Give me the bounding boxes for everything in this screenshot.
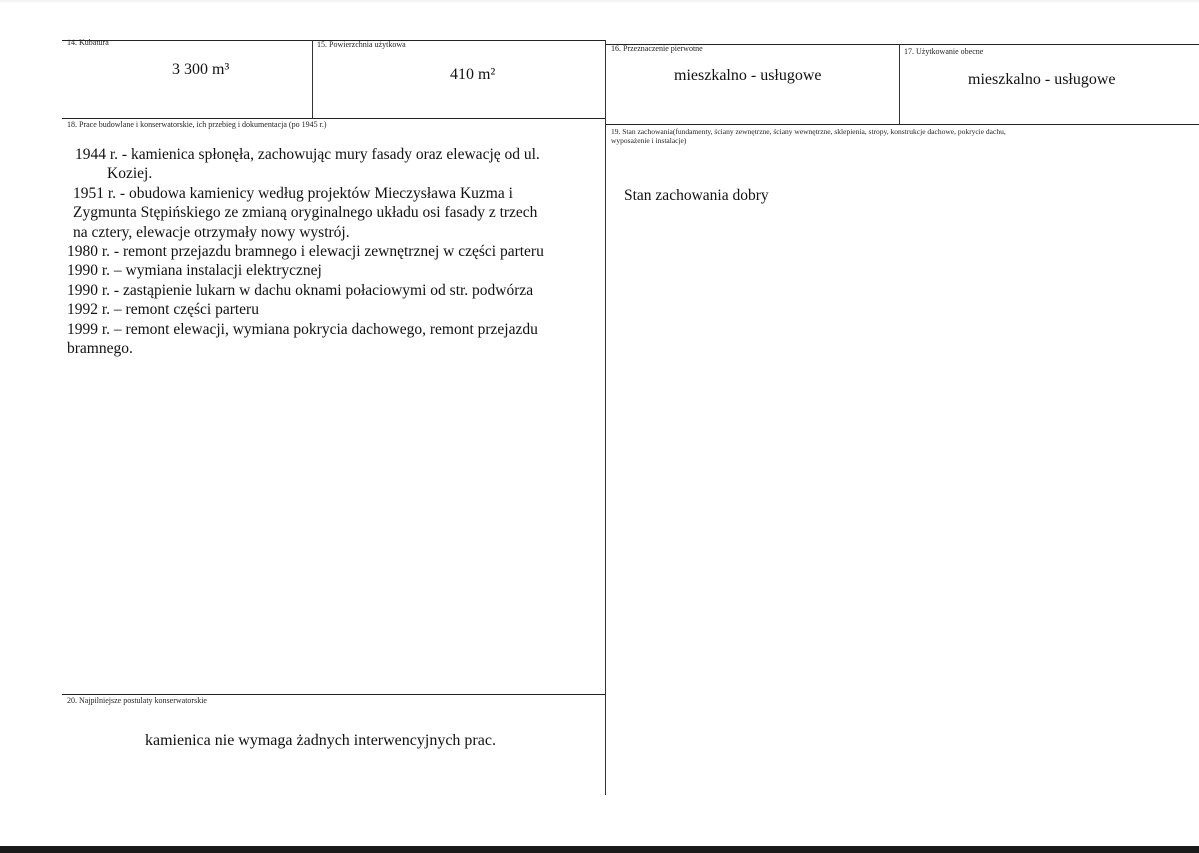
field-18-line: 1990 r. – wymiana instalacji elektrycznej xyxy=(67,262,322,280)
field-17-label: 17. Użytkowanie obecne xyxy=(904,47,984,56)
field-14-value: 3 300 m³ xyxy=(172,61,230,78)
field-17-value: mieszkalno - usługowe xyxy=(968,71,1116,88)
field-20-label: 20. Najpilniejsze postulaty konserwatorskie xyxy=(67,696,207,705)
field-20-value: kamienica nie wymaga żadnych interwencyjnych prac. xyxy=(145,732,496,749)
field-18-line: bramnego. xyxy=(67,340,133,358)
mid-row-rule-left xyxy=(62,118,606,119)
field-18-line: na cztery, elewacje otrzymały nowy wystrój. xyxy=(73,223,350,241)
field-18-line: 1944 r. - kamienica spłonęła, zachowując mury fasady oraz elewację od ul. xyxy=(75,146,540,163)
field-18-content xyxy=(67,145,544,358)
field-18-line: Zygmunta Stępińskiego ze zmianą oryginalnego układu osi fasady z trzech xyxy=(73,204,538,222)
scan-edge xyxy=(0,0,1199,3)
mid-row-rule-right xyxy=(606,124,1199,125)
divider-center xyxy=(605,40,606,795)
field-18-line: Koziej. xyxy=(107,165,153,183)
field-16-value: mieszkalno - usługowe xyxy=(674,67,822,84)
field-18-line: 1999 r. – remont elewacji, wymiana pokrycia dachowego, remont przejazdu xyxy=(67,320,538,338)
field-18-line: 1951 r. - obudowa kamienicy według projektów Mieczysława Kuzma i xyxy=(73,184,513,202)
field-18-line: 1980 r. - remont przejazdu bramnego i elewacji zewnętrznej w części parteru xyxy=(67,243,544,261)
field-19-label xyxy=(611,127,1006,145)
field-19-label-line2: wyposażenie i instalacje) xyxy=(611,136,687,145)
divider-14-15 xyxy=(312,40,313,118)
field-15-label: 15. Powierzchnia użytkowa xyxy=(317,40,406,49)
scan-bottom-edge xyxy=(0,846,1199,853)
field-19-value: Stan zachowania dobry xyxy=(624,187,769,204)
field-18-label: 18. Prace budowlane i konserwatorskie, ich przebieg i dokumentacja (po 1945 r.) xyxy=(67,120,327,129)
field-19-label-line1: 19. Stan zachowania(fundamenty, ściany zewnętrzne, ściany wewnętrzne, sklepienia, stropy, konstrukcje dachowe, pokrycie dachu, xyxy=(611,127,1006,136)
field-16-label: 16. Przeznaczenie pierwotne xyxy=(611,44,703,53)
field-18-line: 1990 r. - zastąpienie lukarn w dachu oknami połaciowymi od str. podwórza xyxy=(67,281,534,299)
field-14-label: 14. Kubatura xyxy=(67,38,109,47)
divider-16-17 xyxy=(899,44,900,124)
field-15-value: 410 m² xyxy=(450,66,496,83)
field20-rule xyxy=(62,694,606,695)
field-18-line: 1992 r. – remont części parteru xyxy=(67,301,259,319)
